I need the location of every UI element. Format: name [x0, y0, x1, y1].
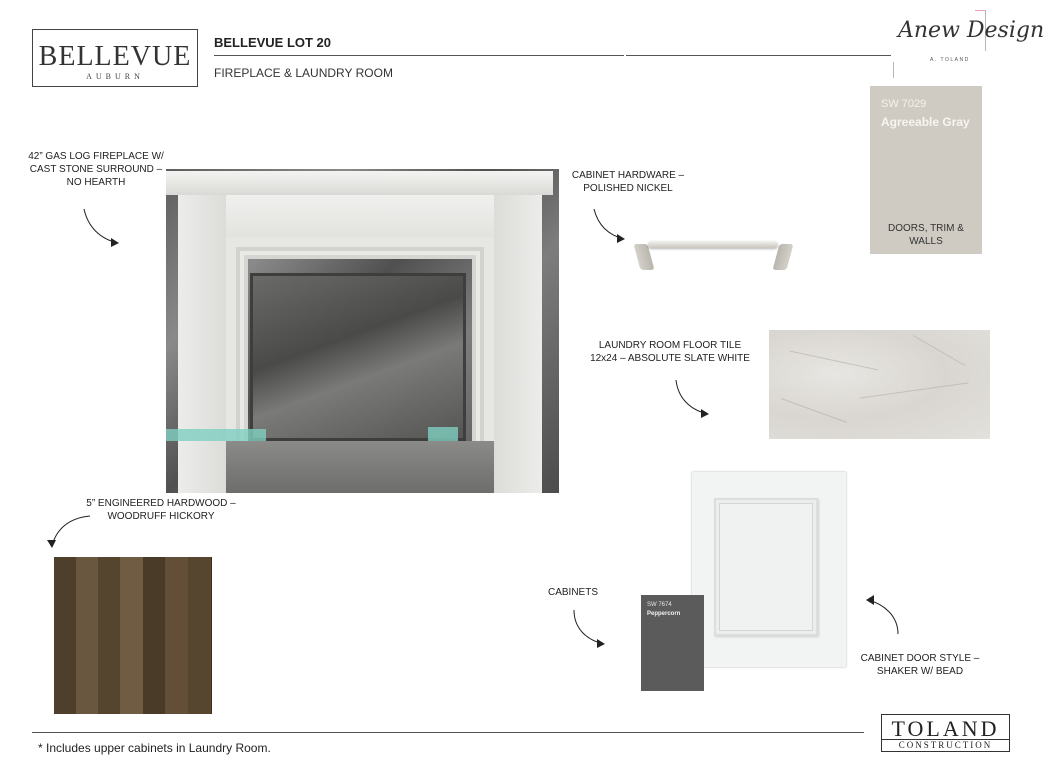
- builder-logo-main: TOLAND: [891, 716, 1000, 741]
- pull-post-right: [773, 244, 794, 270]
- bellevue-logo: [32, 29, 198, 87]
- paint-name: Agreeable Gray: [881, 115, 970, 129]
- designer-logo: Anew Design: [898, 18, 1044, 43]
- fireplace-photo: [166, 169, 559, 493]
- footnote: * Includes upper cabinets in Laundry Room.: [38, 741, 271, 755]
- door-style-arrow-icon: [862, 592, 904, 638]
- header-divider-right: [626, 55, 891, 56]
- cabinet-door-image: [692, 472, 846, 667]
- page-subtitle: FIREPLACE & LAUNDRY ROOM: [214, 66, 393, 80]
- mantel-header: [178, 195, 542, 237]
- hardware-arrow-icon: [590, 205, 630, 245]
- hardware-label: CABINET HARDWARE – POLISHED NICKEL: [571, 170, 685, 194]
- mantel-leg-left: [178, 195, 226, 493]
- toland-construction-logo: [881, 714, 1010, 752]
- tape: [428, 427, 458, 441]
- designer-logo-frame-bottom: [893, 62, 904, 78]
- cabinet-paint-code: SW 7674: [647, 602, 672, 608]
- cabinet-pull-image: [648, 241, 778, 248]
- mantel-shelf: [166, 171, 553, 195]
- fireplace-arrow-icon: [80, 205, 124, 249]
- fireplace-label: 42” GAS LOG FIREPLACE W/ CAST STONE SURROUND – NO HEARTH: [28, 151, 164, 188]
- logo-main-text: BELLEVUE: [38, 41, 192, 72]
- mantel-leg-right: [494, 195, 542, 493]
- paint-use: DOORS, TRIM & WALLS: [888, 223, 964, 247]
- paint-swatch-peppercorn: [641, 595, 704, 691]
- paint-code: SW 7029: [881, 98, 927, 110]
- floor-tile-arrow-icon: [672, 378, 714, 420]
- cabinets-arrow-icon: [570, 608, 610, 650]
- builder-logo-sub: CONSTRUCTION: [882, 739, 1009, 750]
- door-style-label: CABINET DOOR STYLE – SHAKER W/ BEAD: [860, 653, 980, 677]
- designer-logo-sub: A. TOLAND: [930, 57, 970, 63]
- floor: [226, 441, 494, 493]
- hardwood-arrow-icon: [46, 512, 96, 552]
- floor-tile-label: LAUNDRY ROOM FLOOR TILE 12x24 – ABSOLUTE SLATE WHITE: [590, 340, 750, 364]
- tape: [166, 429, 266, 441]
- floor-tile-image: [769, 330, 990, 439]
- hardwood-label: 5” ENGINEERED HARDWOOD – WOODRUFF HICKORY: [86, 498, 236, 522]
- cabinet-paint-name: Peppercorn: [647, 611, 681, 617]
- cabinets-label: CABINETS: [547, 587, 598, 598]
- footer-divider: [32, 732, 864, 733]
- page-title: BELLEVUE LOT 20: [214, 35, 332, 50]
- door-panel: [714, 498, 818, 636]
- firebox: [250, 273, 466, 441]
- hardwood-sample-image: [54, 557, 211, 714]
- header-divider: [214, 55, 624, 56]
- logo-sub-text: AUBURN: [86, 72, 144, 81]
